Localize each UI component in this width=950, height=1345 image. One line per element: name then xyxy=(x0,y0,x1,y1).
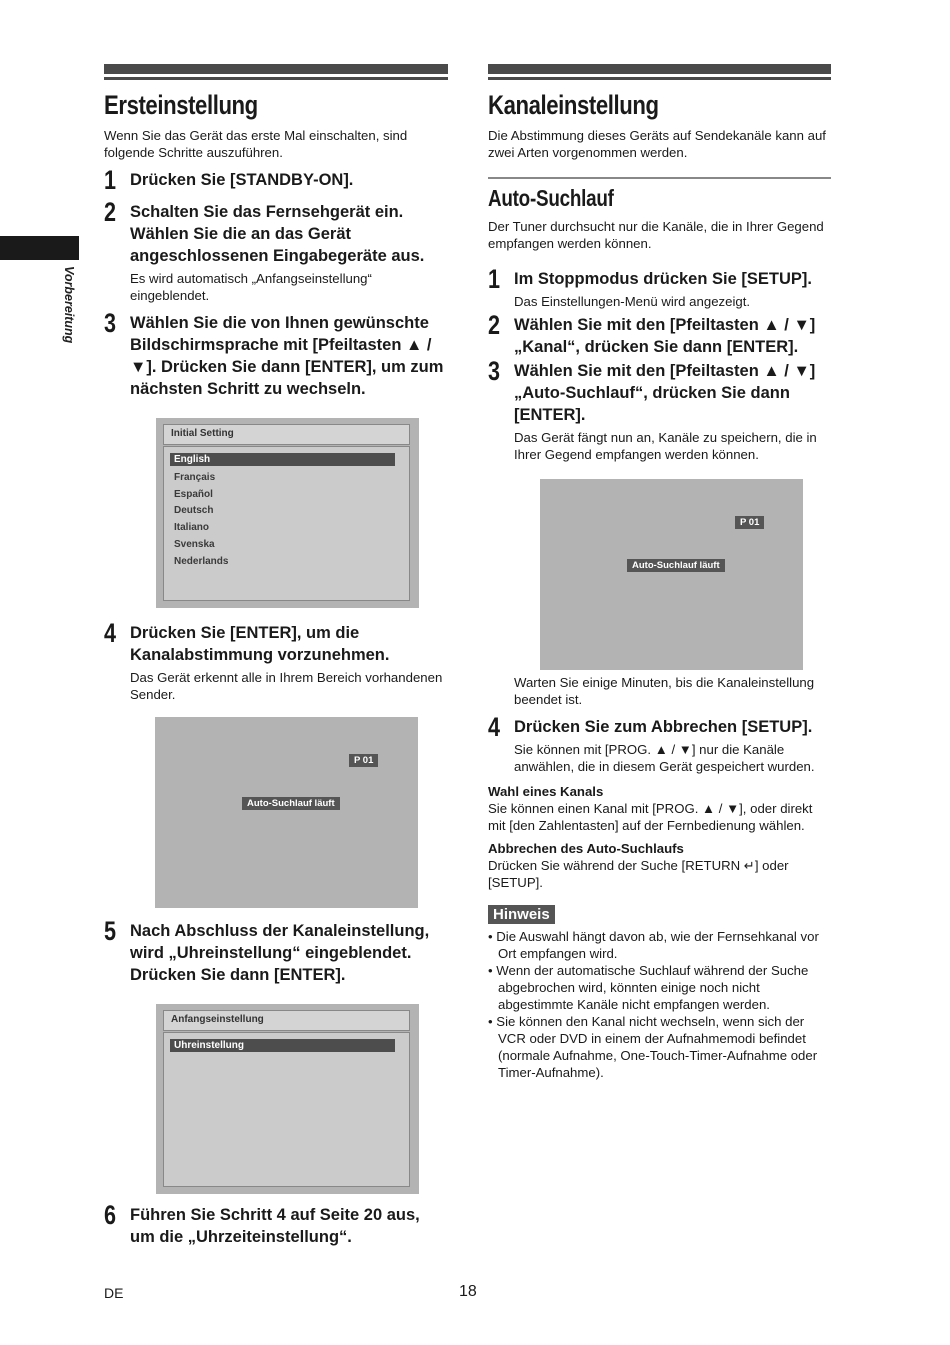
step-description: Das Einstellungen-Menü wird angezeigt. xyxy=(514,294,751,309)
step-description: Sie können mit [PROG. ▲ / ▼] nur die Kanäle anwählen, die in diesem Gerät gespeichert wurden. xyxy=(514,742,815,774)
language-option[interactable]: Deutsch xyxy=(174,505,214,517)
intro-text: Wenn Sie das Gerät das erste Mal einschalten, sind folgende Schritte auszuführen. xyxy=(104,128,408,160)
step-heading: Führen Sie Schritt 4 auf Seite 20 aus, um die „Uhrzeiteinstellung“. xyxy=(130,1206,420,1246)
step-heading: Wählen Sie die von Ihnen gewünschte Bildschirmsprache mit [Pfeiltasten ▲ / ▼]. Drücken Sie dann [ENTER], um zum nächsten Schritt zu wechseln. xyxy=(130,314,444,398)
step-number: 3 xyxy=(488,356,501,386)
step-description: Es wird automatisch „Anfangseinstellung“ eingeblendet. xyxy=(130,271,372,303)
page-number: 18 xyxy=(459,1283,477,1300)
step-number: 2 xyxy=(104,197,117,227)
language-option[interactable]: Svenska xyxy=(174,538,215,550)
scan-status-badge: Auto-Suchlauf läuft xyxy=(627,559,725,572)
section-title: Kanaleinstellung xyxy=(488,90,659,120)
step-2 xyxy=(104,197,448,304)
osd-screen-auto-scan xyxy=(540,479,803,670)
step-number: 1 xyxy=(104,165,117,195)
scan-status-badge: Auto-Suchlauf läuft xyxy=(242,797,340,810)
step-heading: Wählen Sie mit den [Pfeiltasten ▲ / ▼] „Kanal“, drücken Sie dann [ENTER]. xyxy=(514,316,816,356)
step-heading: Schalten Sie das Fernsehgerät ein. Wählen Sie die an das Gerät angeschlossenen Eingabegeräte aus. xyxy=(130,203,425,265)
channel-badge: P 01 xyxy=(735,516,764,529)
section-title: Ersteinstellung xyxy=(104,90,258,120)
wahl-text: Sie können einen Kanal mit [PROG. ▲ / ▼], oder direkt mit [den Zahlentasten] auf der Fernbedienung wählen. xyxy=(488,801,813,833)
note-item: • Wenn der automatische Suchlauf während der Suche abgebrochen wird, könnten einige noch nicht abgestimmte Kanäle nicht empfangen werden. xyxy=(488,963,809,1012)
osd-menu-panel xyxy=(163,1032,410,1187)
osd-screen-clock-setting xyxy=(156,1004,419,1194)
after-screen-text: Warten Sie einige Minuten, bis die Kanaleinstellung beendet ist. xyxy=(514,675,815,707)
step-2 xyxy=(488,310,831,358)
step-4 xyxy=(104,618,448,703)
step-heading: Nach Abschluss der Kanaleinstellung, wird „Uhreinstellung“ eingeblendet. Drücken Sie dann [ENTER]. xyxy=(130,922,430,984)
language-option[interactable]: Français xyxy=(174,471,216,483)
step-description: Das Gerät fängt nun an, Kanäle zu speichern, die in Ihrer Gegend empfangen werden können. xyxy=(514,430,817,462)
step-number: 5 xyxy=(104,916,117,946)
language-list xyxy=(170,453,395,571)
step-number: 6 xyxy=(104,1200,117,1230)
title-bar xyxy=(104,64,448,74)
step-1 xyxy=(488,264,831,310)
title-bar-thin xyxy=(104,77,448,80)
subsection-title: Auto-Suchlauf xyxy=(488,185,614,211)
step-6 xyxy=(104,1200,448,1248)
right-column xyxy=(488,64,831,1081)
step-5 xyxy=(104,916,448,986)
step-number: 1 xyxy=(488,264,501,294)
step-heading: Drücken Sie [STANDBY-ON]. xyxy=(130,171,354,189)
abbrechen-text: Drücken Sie während der Suche [RETURN ↵] oder [SETUP]. xyxy=(488,858,789,890)
abbrechen-title: Abbrechen des Auto-Suchlaufs xyxy=(488,841,684,856)
osd-screen-auto-scan xyxy=(155,717,418,908)
step-heading: Drücken Sie zum Abbrechen [SETUP]. xyxy=(514,718,813,736)
note-item: • Die Auswahl hängt davon ab, wie der Fernsehkanal vor Ort empfangen wird. xyxy=(488,929,819,961)
wahl-title: Wahl eines Kanals xyxy=(488,784,604,799)
subsection-rule xyxy=(488,177,831,179)
step-number: 4 xyxy=(104,618,117,648)
menu-option-selected[interactable]: Uhreinstellung xyxy=(170,1039,395,1052)
language-option-selected[interactable]: English xyxy=(170,453,395,466)
language-option[interactable]: Italiano xyxy=(174,522,210,534)
intro-text: Die Abstimmung dieses Geräts auf Sendekanäle kann auf zwei Arten vorgenommen werden. xyxy=(488,128,826,160)
left-column xyxy=(104,64,448,1248)
step-heading: Im Stoppmodus drücken Sie [SETUP]. xyxy=(514,270,812,288)
subsection-intro: Der Tuner durchsucht nur die Kanäle, die in Ihrer Gegend empfangen werden können. xyxy=(488,219,824,251)
title-bar xyxy=(488,64,831,74)
step-number: 2 xyxy=(488,310,501,340)
osd-title: Initial Setting xyxy=(163,424,410,445)
osd-screen-initial-setting xyxy=(156,418,419,608)
hinweis-label: Hinweis xyxy=(488,905,555,924)
step-number: 3 xyxy=(104,308,117,338)
step-1 xyxy=(104,165,448,195)
hinweis-notes xyxy=(488,928,831,1081)
note-item: • Sie können den Kanal nicht wechseln, wenn sich der VCR oder DVD in einem der Aufnahmemodi befindet (normale Aufnahme, One-Touch-Timer-Aufnahme oder Timer-Aufnahme). xyxy=(488,1014,818,1080)
step-3 xyxy=(488,356,831,463)
step-heading: Drücken Sie [ENTER], um die Kanalabstimmung vorzunehmen. xyxy=(130,624,390,664)
language-option[interactable]: Nederlands xyxy=(174,555,229,567)
step-number: 4 xyxy=(488,712,501,742)
step-description: Das Gerät erkennt alle in Ihrem Bereich vorhandenen Sender. xyxy=(130,670,443,702)
osd-menu-panel xyxy=(163,446,410,601)
side-tab-label: Vorbereitung xyxy=(62,266,76,344)
step-4 xyxy=(488,712,831,775)
language-option[interactable]: Español xyxy=(174,488,213,500)
footer-language: DE xyxy=(104,1285,124,1301)
title-bar-thin xyxy=(488,77,831,80)
osd-title: Anfangseinstellung xyxy=(163,1010,410,1031)
menu-list xyxy=(170,1039,395,1056)
channel-badge: P 01 xyxy=(349,754,378,767)
side-tab-marker xyxy=(0,236,79,260)
step-3 xyxy=(104,308,448,400)
step-heading: Wählen Sie mit den [Pfeiltasten ▲ / ▼] „Auto-Suchlauf“, drücken Sie dann [ENTER]. xyxy=(514,362,816,424)
